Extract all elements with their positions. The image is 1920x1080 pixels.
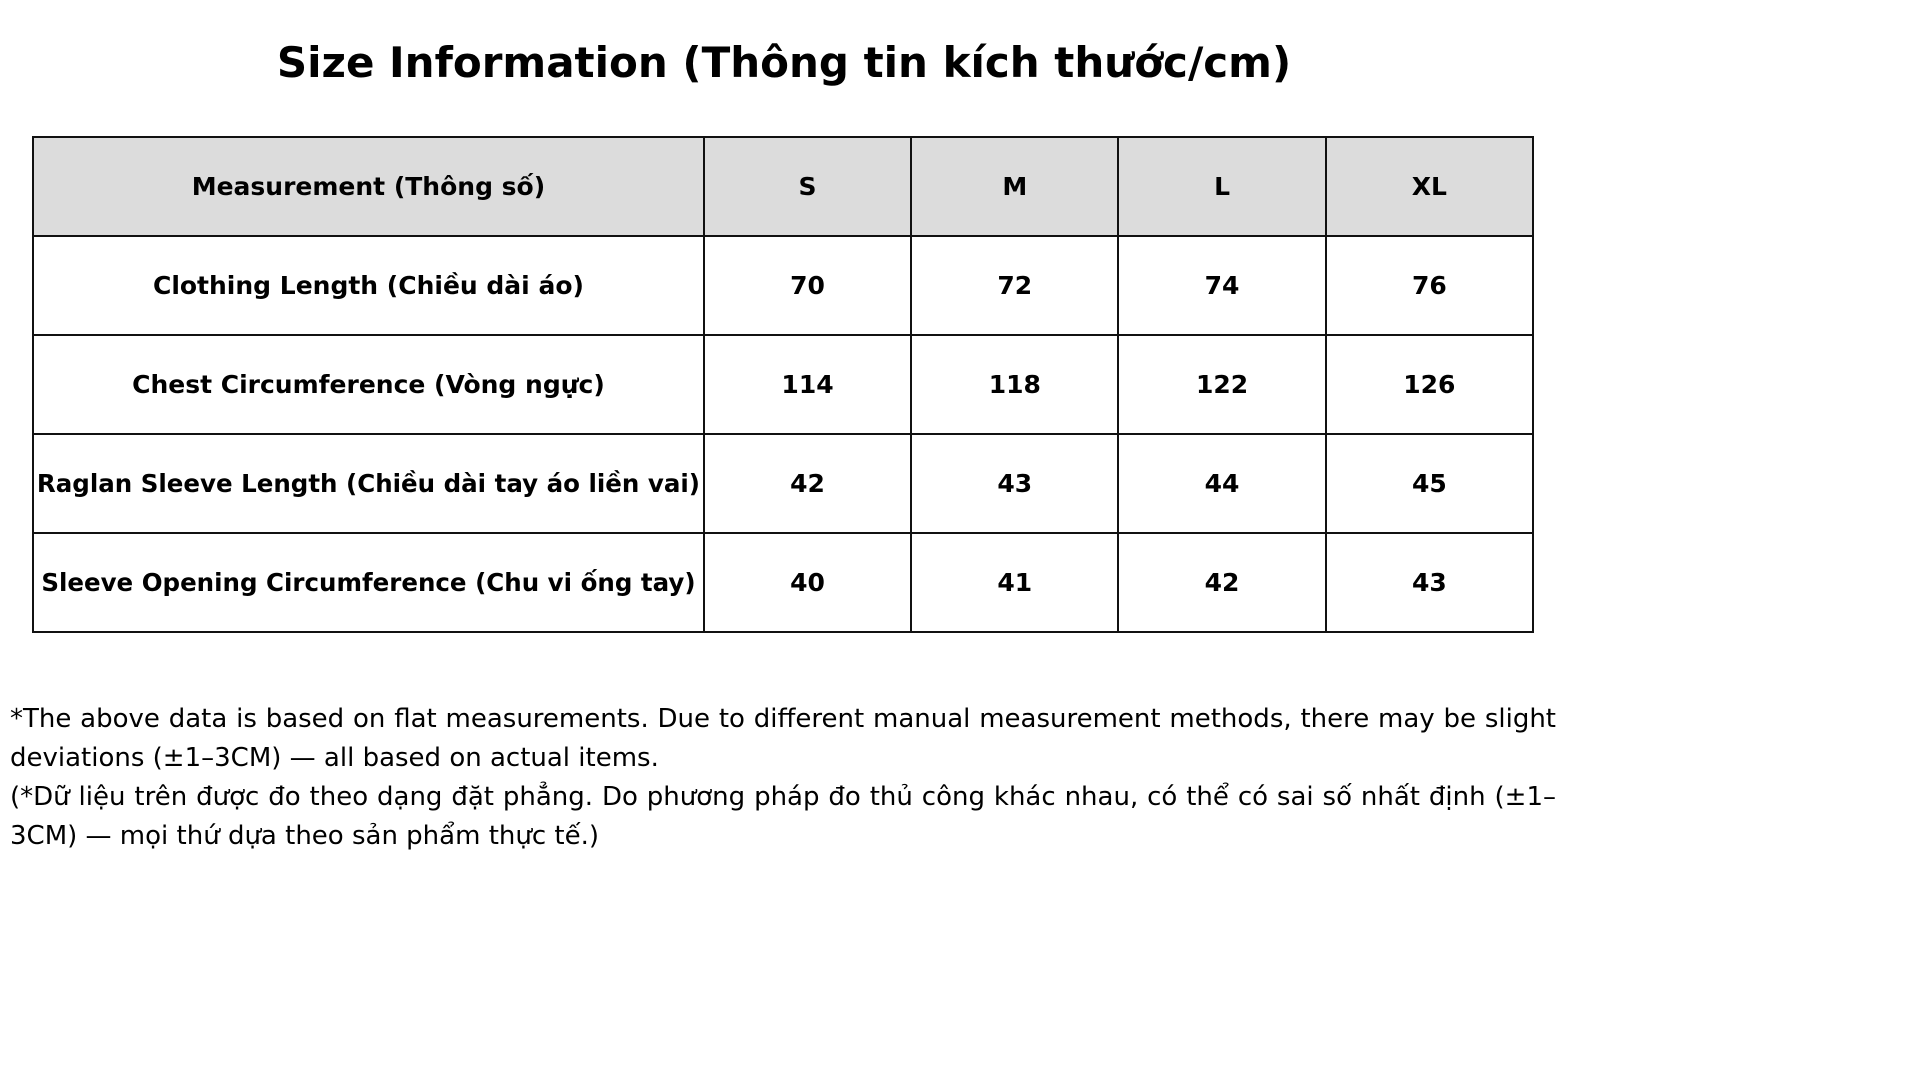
note-english: *The above data is based on flat measurements. Due to different manual measurement methods, there may be slight deviations (±1–3CM) — all based on actual items. [10,704,1556,773]
measurement-note [10,700,1556,856]
header-size-m: M [911,137,1118,236]
header-size-s: S [704,137,911,236]
table-row [33,335,1533,434]
table-cell: 126 [1326,335,1533,434]
row-label-clothing-length: Clothing Length (Chiều dài áo) [33,236,704,335]
table-cell: 40 [704,533,911,632]
table-cell: 70 [704,236,911,335]
header-measurement: Measurement (Thông số) [33,137,704,236]
size-table [32,136,1534,633]
row-label-chest-circumference: Chest Circumference (Vòng ngực) [33,335,704,434]
table-cell: 45 [1326,434,1533,533]
table-cell: 76 [1326,236,1533,335]
table-cell: 42 [704,434,911,533]
table-cell: 43 [911,434,1118,533]
table-cell: 74 [1118,236,1325,335]
table-cell: 114 [704,335,911,434]
table-cell: 122 [1118,335,1325,434]
table-cell: 43 [1326,533,1533,632]
header-size-l: L [1118,137,1325,236]
table-row [33,236,1533,335]
table-cell: 72 [911,236,1118,335]
note-vietnamese: (*Dữ liệu trên được đo theo dạng đặt phẳng. Do phương pháp đo thủ công khác nhau, có thể có sai số nhất định (±1–3CM) — mọi thứ dựa theo sản phẩm thực tế.) [10,782,1556,851]
row-label-raglan-sleeve-length: Raglan Sleeve Length (Chiều dài tay áo liền vai) [33,434,704,533]
table-header-row [33,137,1533,236]
page-title: Size Information (Thông tin kích thước/cm) [276,38,1292,87]
table-cell: 44 [1118,434,1325,533]
table-cell: 41 [911,533,1118,632]
table-cell: 42 [1118,533,1325,632]
table-row [33,434,1533,533]
row-label-sleeve-opening: Sleeve Opening Circumference (Chu vi ống tay) [33,533,704,632]
header-size-xl: XL [1326,137,1533,236]
table-cell: 118 [911,335,1118,434]
table-row [33,533,1533,632]
